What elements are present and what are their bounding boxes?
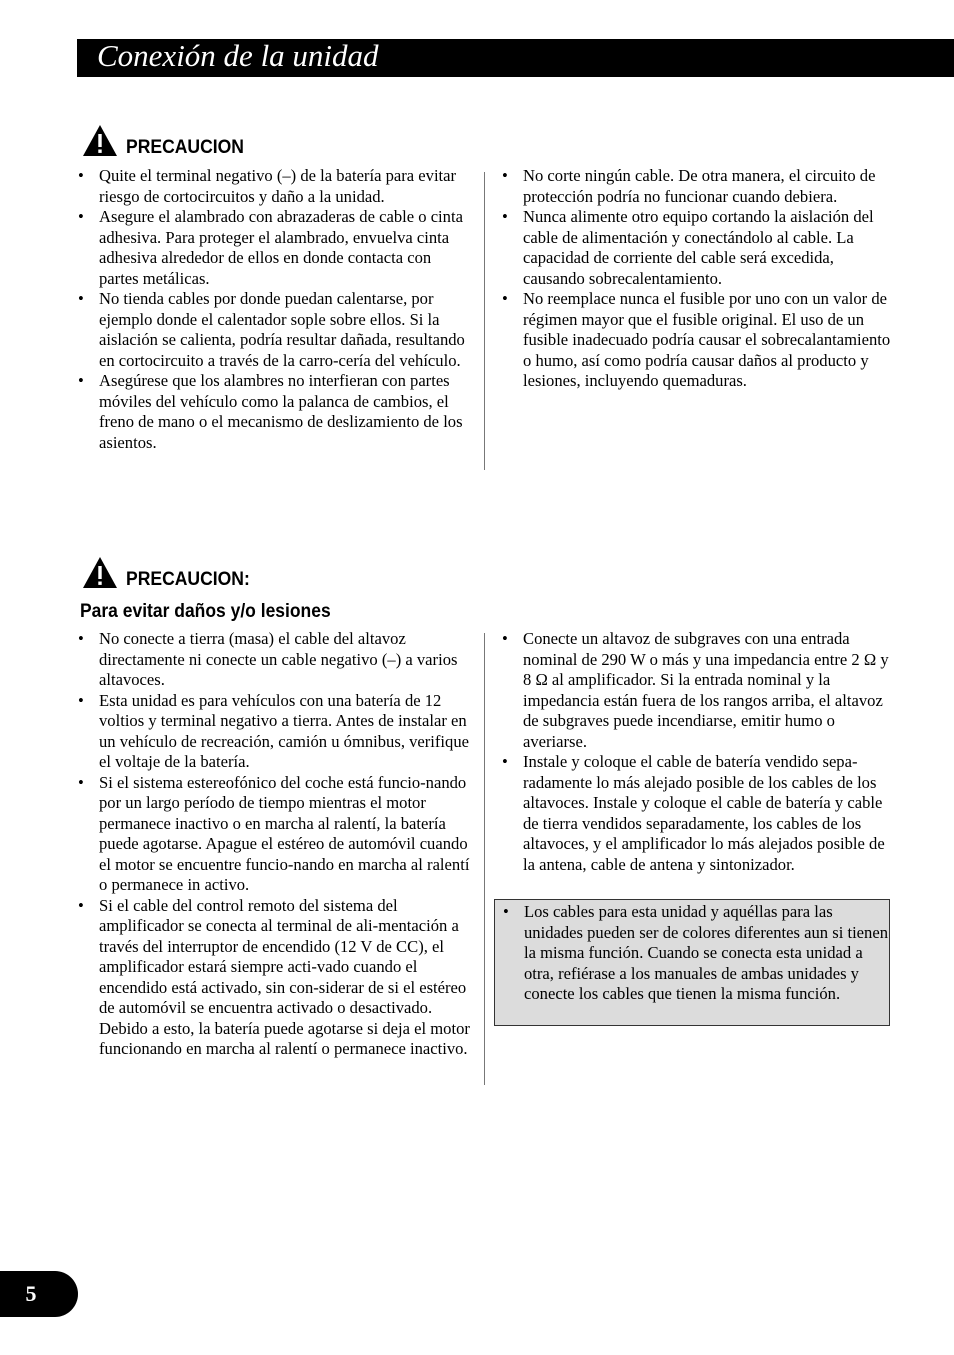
bullet-item: • No tienda cables por donde puedan calentarse, por ejemplo donde el calentador sople sobre ellos. Si la aislación se calienta, podría resultar dañada, resultando en cortocircuito a través de la carro-cería del vehículo. xyxy=(78,289,470,371)
note-box xyxy=(494,899,890,1026)
column-divider xyxy=(484,633,485,1085)
caution-1-right-column xyxy=(502,166,894,392)
bullet-item: • Conecte un altavoz de subgraves con una entrada nominal de 290 W o más y una impedancia entre 2 Ω y 8 Ω al amplificador. Si la entrada nominal y la impedancia están fuera de los rangos arriba, el altavoz de subgraves puede incendiarse, emitir humo o averiarse. xyxy=(502,629,894,752)
warning-triangle-icon xyxy=(82,124,118,157)
caution-title: PRECAUCION xyxy=(126,136,244,158)
note-item: • Los cables para esta unidad y aquéllas para las unidades pueden ser de colores diferentes aun si tienen la misma función. Cuando se conecta esta unidad a otra, refiérase a los manuales de ambas unidades y conecte los cables que tienen la misma función. xyxy=(503,902,889,1005)
caution-2-right-column xyxy=(502,629,894,875)
page-number-tab xyxy=(0,1271,78,1317)
bullet-item: • Si el sistema estereofónico del coche está funcio-nando por un largo período de tiempo mientras el motor permanece inactivo o en marcha al ralentí, la batería puede agotarse. Apague el estéreo de automóvil cuando el motor se encuentre funcio-nando en marcha al ralentí o permanece in activo. xyxy=(78,773,470,896)
bullet-item: • Instale y coloque el cable de batería vendido sepa-radamente lo más alejado posible de los cables de los altavoces. Instale y coloque el cable de batería y cable de tierra vendidos separadamente, los cables de los altavoces, y el amplificador lo más alejados posible de la antena, cable de antena y sintonizador. xyxy=(502,752,894,875)
bullet-item: • Nunca alimente otro equipo cortando la aislación del cable de alimentación y conectándolo al cable. La capacidad de corriente del cable será excedida, causando sobrecalentamiento. xyxy=(502,207,894,289)
bullet-item: • Quite el terminal negativo (–) de la batería para evitar riesgo de cortocircuitos y daño a la unidad. xyxy=(78,166,470,207)
bullet-item: • Si el cable del control remoto del sistema del amplificador se conecta al terminal de ali-mentación a través del interruptor de encendido (12 V de CC), el amplificador estará siempre acti-vado cuando el encendido está activado, sin con-siderar de si el estéreo de automóvil se encuentra activado o desactivado. Debido a esto, la batería puede agotarse si deja el motor funcionando en marcha al ralentí o permanece inactivo. xyxy=(78,896,470,1060)
page-title: Conexión de la unidad xyxy=(97,38,379,73)
bullet-item: • Asegúrese que los alambres no interfieran con partes móviles del vehículo como la palanca de cambios, el freno de mano o el mecanismo de deslizamiento de los asientos. xyxy=(78,371,470,453)
column-divider xyxy=(484,172,485,470)
caution-title: PRECAUCION: xyxy=(126,568,250,590)
caution-heading-1 xyxy=(82,124,257,157)
bullet-item: • No conecte a tierra (masa) el cable del altavoz directamente ni conecte un cable negativo (–) a varios altavoces. xyxy=(78,629,470,691)
bullet-item: • No corte ningún cable. De otra manera, el circuito de protección podría no funcionar cuando debiera. xyxy=(502,166,894,207)
header-bar xyxy=(77,39,954,77)
page-number: 5 xyxy=(25,1281,37,1306)
bullet-item: • Esta unidad es para vehículos con una batería de 12 voltios y terminal negativo a tierra. Antes de instalar en un vehículo de recreación, camión u ómnibus, verifique el voltaje de la batería. xyxy=(78,691,470,773)
warning-triangle-icon xyxy=(82,556,118,589)
caution-heading-2 xyxy=(82,556,264,589)
caution-1-left-column xyxy=(78,166,470,453)
bullet-item: • Asegure el alambrado con abrazaderas de cable o cinta adhesiva. Para proteger el alambrado, envuelva cinta adhesiva alrededor de ellos en donde contacta con partes metálicas. xyxy=(78,207,470,289)
caution-2-left-column xyxy=(78,629,470,1060)
caution-subtitle: Para evitar daños y/o lesiones xyxy=(80,601,331,622)
bullet-item: • No reemplace nunca el fusible por uno con un valor de régimen mayor que el fusible original. El uso de un fusible inadecuado podría causar el sobrecalantamiento o humo, así como podría causar daños al producto y lesiones, incluyendo quemaduras. xyxy=(502,289,894,392)
